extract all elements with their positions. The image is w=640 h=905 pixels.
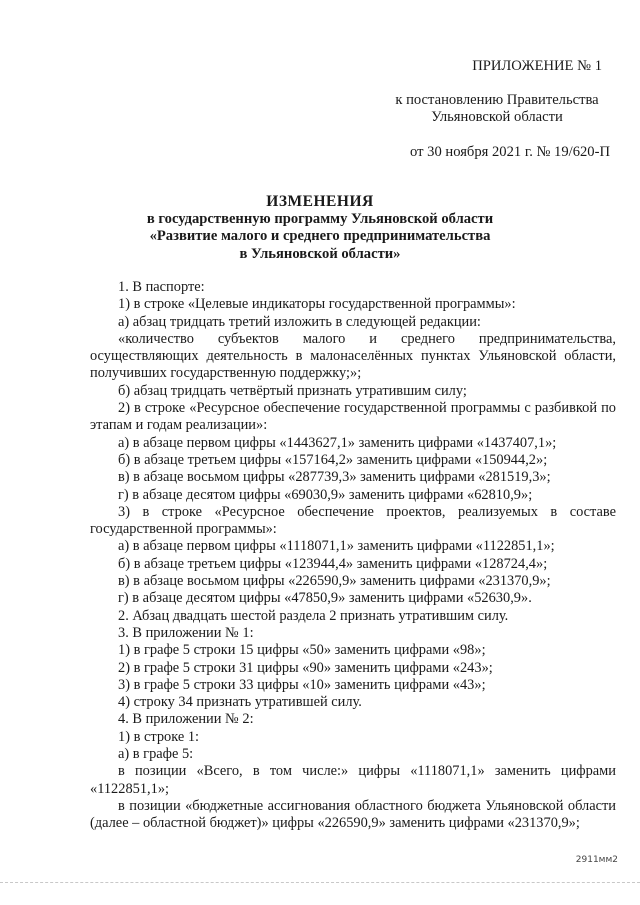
appendix-label: ПРИЛОЖЕНИЕ № 1 (472, 58, 602, 74)
paragraph: а) в графе 5: (118, 746, 194, 763)
paragraph: а) абзац тридцать третий изложить в следующей редакции: (118, 313, 481, 330)
paragraph: б) в абзаце третьем цифры «123944,4» заменить цифрами «128724,4»; (118, 555, 548, 572)
title-line-1: в государственную программу Ульяновской области (146, 210, 494, 227)
paragraph: г) в абзаце десятом цифры «47850,9» заменить цифрами «52630,9». (118, 590, 532, 607)
title-line-3: в Ульяновской области» (239, 245, 401, 262)
document-title (90, 193, 550, 263)
scan-edge-divider (0, 882, 640, 884)
paragraph: 2) в графе 5 строки 31 цифры «90» заменить цифрами «243»; (118, 659, 493, 676)
document-body (90, 279, 616, 833)
paragraph: б) абзац тридцать четвёртый признать утратившим силу; (118, 382, 467, 399)
paragraph: а) в абзаце первом цифры «1118071,1» заменить цифрами «1122851,1»; (118, 538, 555, 555)
decree-line-1: к постановлению Правительства (395, 92, 599, 108)
paragraph: 4. В приложении № 2: (118, 711, 254, 728)
footer-code: 2911мм2 (575, 855, 618, 865)
paragraph: а) в абзаце первом цифры «1443627,1» заменить цифрами «1437407,1»; (118, 434, 557, 451)
paragraph: в) в абзаце восьмом цифры «226590,9» заменить цифрами «231370,9»; (118, 573, 551, 590)
paragraph: 4) строку 34 признать утратившей силу. (118, 694, 362, 711)
paragraph: 2. Абзац двадцать шестой раздела 2 признать утратившим силу. (118, 607, 509, 624)
paragraph: б) в абзаце третьем цифры «157164,2» заменить цифрами «150944,2»; (118, 451, 548, 468)
title-main: ИЗМЕНЕНИЯ (266, 193, 374, 210)
decree-date: от 30 ноября 2021 г. № 19/620-П (410, 144, 610, 160)
paragraph: 1) в графе 5 строки 15 цифры «50» заменить цифрами «98»; (118, 642, 486, 659)
paragraph: г) в абзаце десятом цифры «69030,9» заменить цифрами «62810,9»; (118, 486, 533, 503)
title-line-2: «Развитие малого и среднего предпринимательства (149, 228, 491, 244)
paragraph: 1) в строке 1: (118, 728, 200, 745)
paragraph: в позиции «Всего, в том числе:» цифры «1118071,1» заменить цифрами «1122851,1»; (90, 763, 616, 797)
paragraph: 1) в строке «Целевые индикаторы государственной программы»: (118, 296, 516, 313)
paragraph: 3) в графе 5 строки 33 цифры «10» заменить цифрами «43»; (118, 676, 486, 693)
paragraph: 3. В приложении № 1: (118, 624, 254, 641)
paragraph: в) в абзаце восьмом цифры «287739,3» заменить цифрами «281519,3»; (118, 469, 551, 486)
paragraph: в позиции «бюджетные ассигнования областного бюджета Ульяновской области (далее – областной бюджет)» цифры «226590,9» заменить цифрами «231370,9»; (90, 797, 616, 832)
decree-line-2: Ульяновской области (431, 109, 563, 125)
paragraph: 1. В паспорте: (118, 279, 205, 295)
decree-reference (382, 92, 612, 126)
paragraph: 3) в строке «Ресурсное обеспечение проектов, реализуемых в составе государственной программы»: (90, 503, 616, 538)
paragraph: 2) в строке «Ресурсное обеспечение государственной программы с разбивкой по этапам и годам реализации»: (90, 400, 616, 434)
paragraph: «количество субъектов малого и среднего предпринимательства, осуществляющих деятельность в малонаселённых пунктах Ульяновской области, получивших государственную поддержку;»; (90, 330, 616, 382)
